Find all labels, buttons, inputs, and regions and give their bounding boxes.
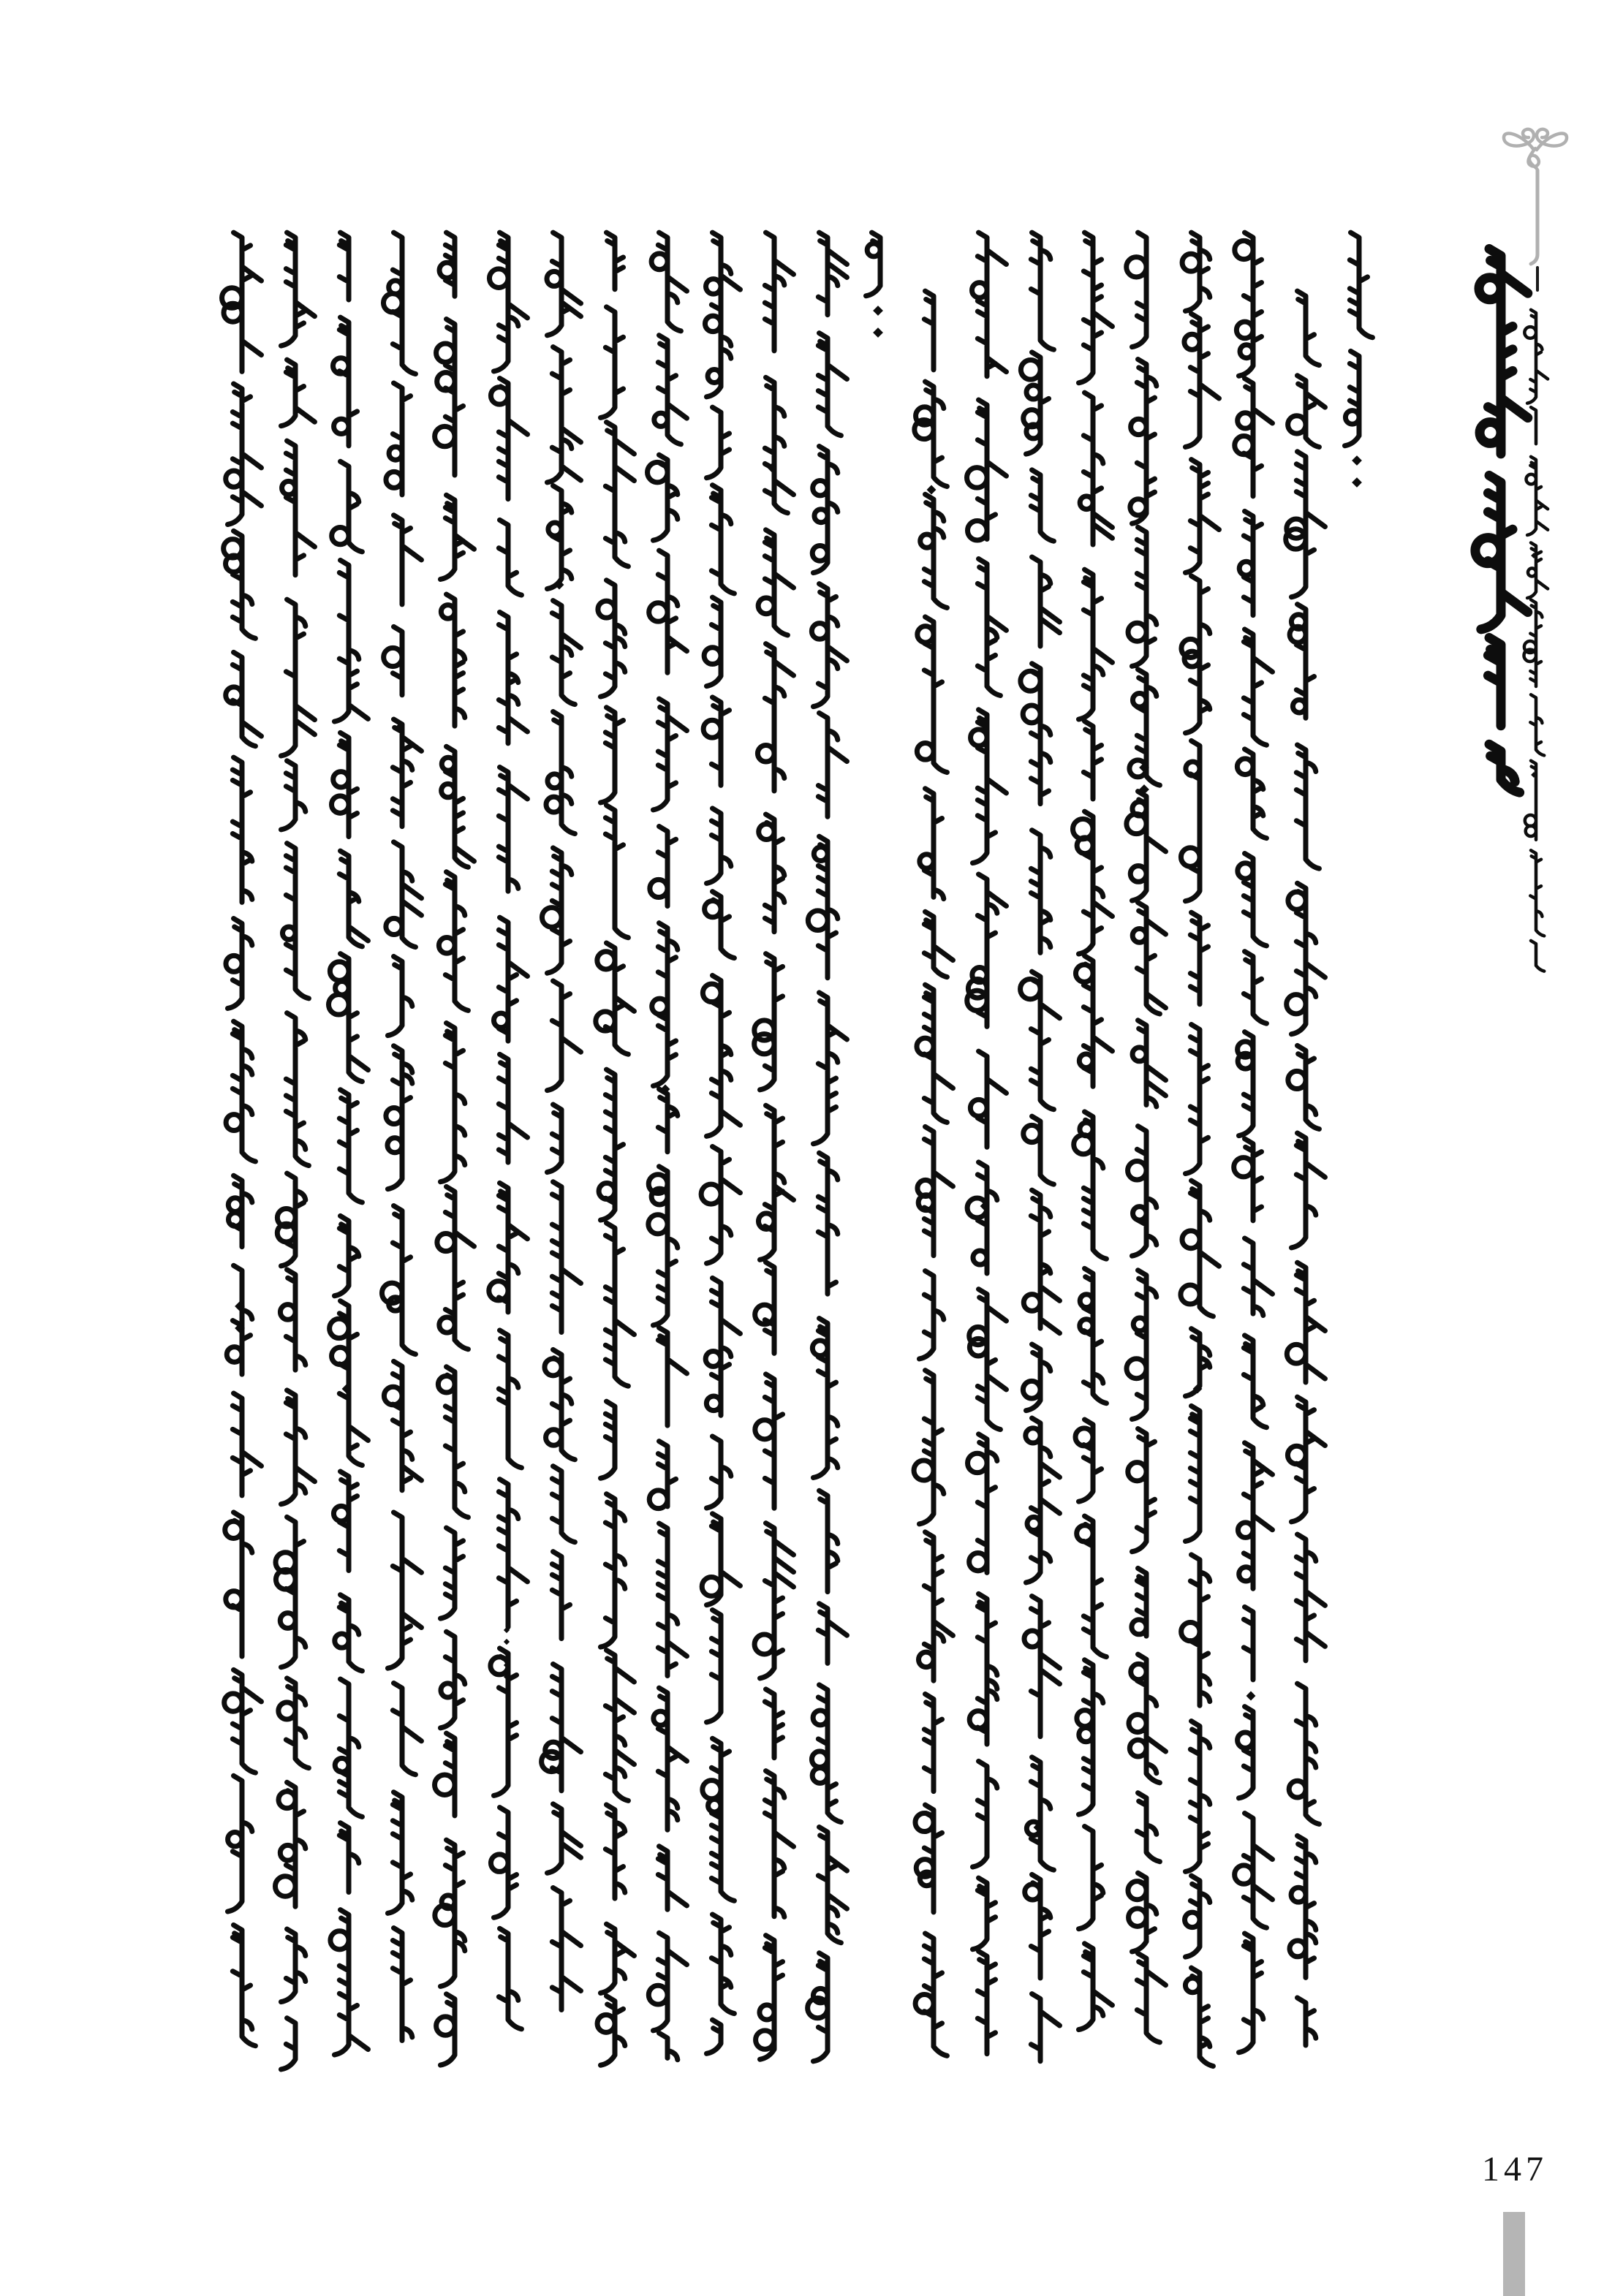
text-column-7 bbox=[542, 232, 581, 2009]
page-number: 147 bbox=[1482, 2150, 1548, 2189]
text-column-11-glyphs bbox=[754, 232, 794, 2059]
punctuation-dot bbox=[1246, 1691, 1256, 1701]
text-column-8 bbox=[596, 232, 635, 2065]
text-column-10-glyphs bbox=[701, 232, 740, 2053]
text-column-20-glyphs bbox=[1234, 232, 1273, 2053]
text-column-15-glyphs bbox=[966, 232, 1006, 2054]
text-column-9 bbox=[648, 232, 687, 2060]
text-column-3 bbox=[329, 232, 368, 2055]
text-column-5-glyphs bbox=[435, 232, 474, 2065]
text-column-19-glyphs bbox=[1181, 232, 1219, 2066]
text-column-22 bbox=[1344, 232, 1372, 488]
text-column-17 bbox=[1072, 232, 1112, 2030]
punctuation-dot bbox=[1352, 477, 1362, 488]
text-column-21-glyphs bbox=[1286, 291, 1325, 2045]
text-column-5 bbox=[435, 232, 474, 2065]
text-column-18-glyphs bbox=[1127, 232, 1166, 2042]
page-edge-tab bbox=[1503, 2212, 1525, 2296]
text-column-19 bbox=[1181, 232, 1219, 2066]
text-column-18 bbox=[1127, 232, 1166, 2042]
flourish-ornament bbox=[1504, 129, 1567, 290]
text-column-2-glyphs bbox=[275, 232, 314, 2069]
text-column-13 bbox=[866, 232, 882, 338]
header-divider-line bbox=[1531, 170, 1537, 264]
text-column-14 bbox=[914, 291, 953, 2056]
chapter-title-column bbox=[1475, 249, 1528, 792]
text-column-10 bbox=[701, 232, 740, 2053]
text-column-3-glyphs bbox=[329, 232, 368, 2055]
text-column-6 bbox=[489, 232, 528, 2029]
flourish-left-curl bbox=[1504, 129, 1534, 150]
text-column-16-glyphs bbox=[1021, 232, 1060, 2061]
text-column-11 bbox=[754, 232, 794, 2059]
text-column-12 bbox=[808, 232, 847, 2061]
punctuation-dot bbox=[1352, 455, 1362, 466]
text-column-6-glyphs bbox=[489, 232, 528, 2029]
text-column-8-glyphs bbox=[596, 232, 635, 2065]
text-column-9-glyphs bbox=[648, 232, 687, 2060]
text-column-16 bbox=[1021, 232, 1060, 2061]
punctuation-dot bbox=[504, 1639, 510, 1645]
text-column-20 bbox=[1234, 232, 1273, 2053]
text-column-13-glyphs bbox=[866, 232, 880, 296]
text-column-4 bbox=[382, 232, 421, 2040]
running-header-column-glyphs bbox=[1524, 310, 1548, 971]
text-column-7-glyphs bbox=[542, 232, 581, 2009]
punctuation-dot bbox=[873, 327, 883, 338]
text-column-1-glyphs bbox=[222, 232, 262, 2046]
text-column-2 bbox=[275, 232, 314, 2069]
text-column-1 bbox=[222, 232, 262, 2046]
text-column-17-glyphs bbox=[1072, 232, 1112, 2030]
text-column-12-glyphs bbox=[808, 232, 847, 2061]
text-column-15 bbox=[966, 232, 1006, 2054]
punctuation-dot bbox=[927, 485, 937, 495]
text-column-14-glyphs bbox=[914, 291, 953, 2056]
punctuation-dot bbox=[873, 306, 883, 316]
flourish-center-loop bbox=[1529, 148, 1539, 170]
chapter-title-column-glyphs bbox=[1475, 249, 1528, 792]
text-column-4-glyphs bbox=[382, 232, 421, 2040]
flourish-right-curl bbox=[1537, 129, 1567, 150]
running-header-column bbox=[1524, 310, 1548, 971]
text-column-22-glyphs bbox=[1344, 232, 1372, 446]
text-column-21 bbox=[1286, 291, 1325, 2045]
